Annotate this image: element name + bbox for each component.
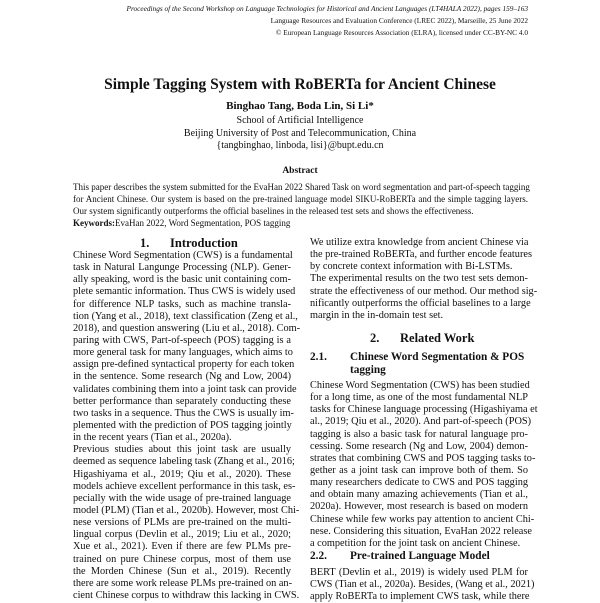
- text-line: in the sentence. Some research (Ng and Low, 2004): [73, 371, 291, 383]
- text-line: al., 2019; Qiu et al., 2020). And part-of-speech (POS): [310, 416, 532, 428]
- text-line: BERT (Devlin et al., 2019) is widely used PLM for: [310, 567, 528, 578]
- keywords: [73, 217, 528, 229]
- text-line: The experimental results on the two test sets demon-: [310, 273, 528, 285]
- section-title: Related Work: [400, 331, 475, 345]
- text-line: nese versions of PLMs are pre-trained on the multi-: [73, 517, 291, 529]
- text-line: plemented with the prediction of POS tagging jointly: [73, 419, 292, 431]
- text-line: lingual corpus (Devlin et al., 2019; Liu et al., 2020;: [73, 529, 291, 541]
- text-line: ally speaking, word is the basic unit containing com-: [73, 274, 291, 286]
- text-line: assign pre-defined syntactical property for each token: [73, 359, 295, 371]
- affiliation-emails: {tangbinghao, linboda, lisi}@bupt.edu.cn: [216, 140, 384, 151]
- text-line: there are some work release PLMs pre-trained on an-: [73, 577, 293, 589]
- text-line: two tasks in a sequence. Thus the CWS is usually im-: [73, 407, 294, 419]
- text-line: model (PLM) (Tian et al., 2020b). However, most Chi-: [73, 504, 300, 516]
- text-line: 2020a). However, most research is based on modern: [310, 501, 528, 513]
- text-line: and obtain many amazing achievements (Tian et al.,: [310, 489, 528, 501]
- subsection-title: Chinese Word Segmentation & POS tagging: [350, 351, 525, 376]
- section-number: 2.: [370, 331, 380, 345]
- text-line: cessing. Some research (Ng and Low, 2004) demon-: [310, 440, 528, 452]
- text-line: strate the effectiveness of our method. Our method sig-: [310, 285, 538, 297]
- text-line: Chinese Word Segmentation (CWS) has been studied: [310, 380, 530, 391]
- abstract-line: Our system significantly outperforms the official baselines in the released test sets and shows the effectiveness.: [73, 206, 474, 216]
- subsection-2-2-heading: [310, 550, 530, 563]
- text-line: pecially with the wide usage of pre-trained language: [73, 492, 291, 504]
- text-line: tasks for Chinese language processing (Higashiyama et: [310, 404, 538, 416]
- text-line: nese. Considering this situation, EvaHan 2022 release: [310, 525, 532, 537]
- text-line: strates that combining CWS and POS tagging tasks to-: [310, 452, 536, 464]
- text-line: more general task for many languages, which aims to: [73, 347, 293, 359]
- text-line: paring with CWS, Part-of-speech (POS) tagging is a: [73, 334, 291, 346]
- keywords-list: EvaHan 2022, Word Segmentation, POS tagging: [115, 218, 291, 228]
- section-related-work-heading: [370, 331, 474, 346]
- affiliation-university: Beijing University of Post and Telecommunication, China: [183, 127, 417, 139]
- text-line: Previous studies about this joint task are usually: [73, 444, 291, 456]
- subsection-number: 2.2.: [310, 550, 327, 562]
- text-line: the pre-trained RoBERTa, and further encode features: [310, 249, 532, 261]
- text-line: tion (Yang et al., 2018), text classification (Zeng et al.,: [73, 310, 298, 322]
- section-title: Introduction: [170, 236, 238, 250]
- intro-right-column: [310, 237, 538, 322]
- paper-title: Simple Tagging System with RoBERTa for Ancient Chinese: [104, 76, 496, 93]
- text-line: tagging is also a basic task for natural language pro-: [310, 428, 528, 440]
- abstract-body: [73, 181, 528, 229]
- text-line: plete semantic information. Thus CWS is widely used: [73, 286, 296, 298]
- affiliation-school: School of Artificial Intelligence: [236, 115, 364, 126]
- section-number: 1.: [140, 236, 150, 250]
- text-line: for difference NLP tasks, such as machine transla-: [73, 298, 291, 310]
- running-header: [126, 3, 528, 39]
- text-line: many researchers dedicate to CWS and POS tagging: [310, 477, 528, 489]
- text-line: apply RoBERTa to implement CWS task, while there: [310, 591, 530, 603]
- text-line: gether as a joint task can improve both of them. So: [310, 464, 528, 476]
- conference-line: Language Resources and Evaluation Conference (LREC 2022), Marseille, 25 June 2022: [270, 16, 528, 25]
- license-line: © European Language Resources Association (ELRA), licensed under CC-BY-NC 4.0: [275, 28, 528, 37]
- affiliation: [0, 115, 600, 153]
- text-line: validates combining them into a joint task can provide: [73, 383, 297, 395]
- abstract-line: This paper describes the system submitted for the EvaHan 2022 Shared Task on word segmentation and part-of-speech tagging: [73, 182, 530, 192]
- text-line: cient Chinese corpus to withdraw this lacking in CWS.: [73, 589, 300, 601]
- text-line: a competition for the joint task on ancient Chinese.: [310, 537, 521, 549]
- subsection-number: 2.1.: [310, 351, 327, 363]
- cws-pos-paragraph: [310, 380, 538, 550]
- abstract-line: for Ancient Chinese. Our system is based on the pre-trained language model SIKU-RoBERTa and the simple tagging layers.: [73, 194, 528, 204]
- authors: Binghao Tang, Boda Lin, Si Li*: [226, 100, 374, 112]
- abstract-heading: Abstract: [282, 166, 318, 176]
- text-line: margin in the in-domain test set.: [310, 309, 444, 321]
- proceedings-line: Proceedings of the Second Workshop on Language Technologies for Historical and Ancient Languages (LT4HALA 2022), pages 159–163: [126, 4, 528, 13]
- left-column: [73, 250, 301, 602]
- text-line: Xue et al., 2021). Even if there are few PLMs pre-: [73, 541, 291, 553]
- text-line: in the recent years (Tian et al., 2020a).: [73, 432, 232, 444]
- text-line: better performance than separately conducting these: [73, 395, 291, 407]
- text-line: task in Natural Langunge Processing (NLP). Gener-: [73, 262, 291, 274]
- text-line: We utilize extra knowledge from ancient Chinese via: [310, 237, 529, 248]
- text-line: deemed as sequence labeling task (Zhang et al., 2016;: [73, 456, 295, 468]
- text-line: 2018), and question answering (Liu et al., 2018). Com-: [73, 322, 301, 334]
- section-introduction-heading: [140, 236, 238, 251]
- text-line: Chinese Word Segmentation (CWS) is a fundamental: [73, 250, 293, 261]
- text-line: nificantly outperforms the official baselines to a large: [310, 297, 531, 309]
- text-line: trained on pure Chinese corpus, most of them use: [73, 553, 291, 565]
- text-line: for a long time, as one of the most fundamental NLP: [310, 392, 528, 404]
- subsection-2-1-heading: [310, 351, 530, 376]
- text-line: Higashiyama et al., 2019; Qiu et al., 2020). These: [73, 468, 291, 480]
- text-line: Chinese while few works pay attention to ancient Chi-: [310, 513, 535, 525]
- text-line: models achieve excellent performance in this task, es-: [73, 480, 296, 492]
- plm-paragraph: [310, 567, 535, 603]
- text-line: the Morden Chinese (Sun et al., 2019). Recently: [73, 565, 291, 577]
- subsection-title: Pre-trained Language Model: [350, 550, 490, 562]
- text-line: by concrete context information with Bi-LSTMs.: [310, 261, 513, 273]
- keywords-label: Keywords:: [73, 218, 115, 228]
- text-line: CWS (Tian et al., 2020a). Besides, (Wang et al., 2021): [310, 579, 535, 591]
